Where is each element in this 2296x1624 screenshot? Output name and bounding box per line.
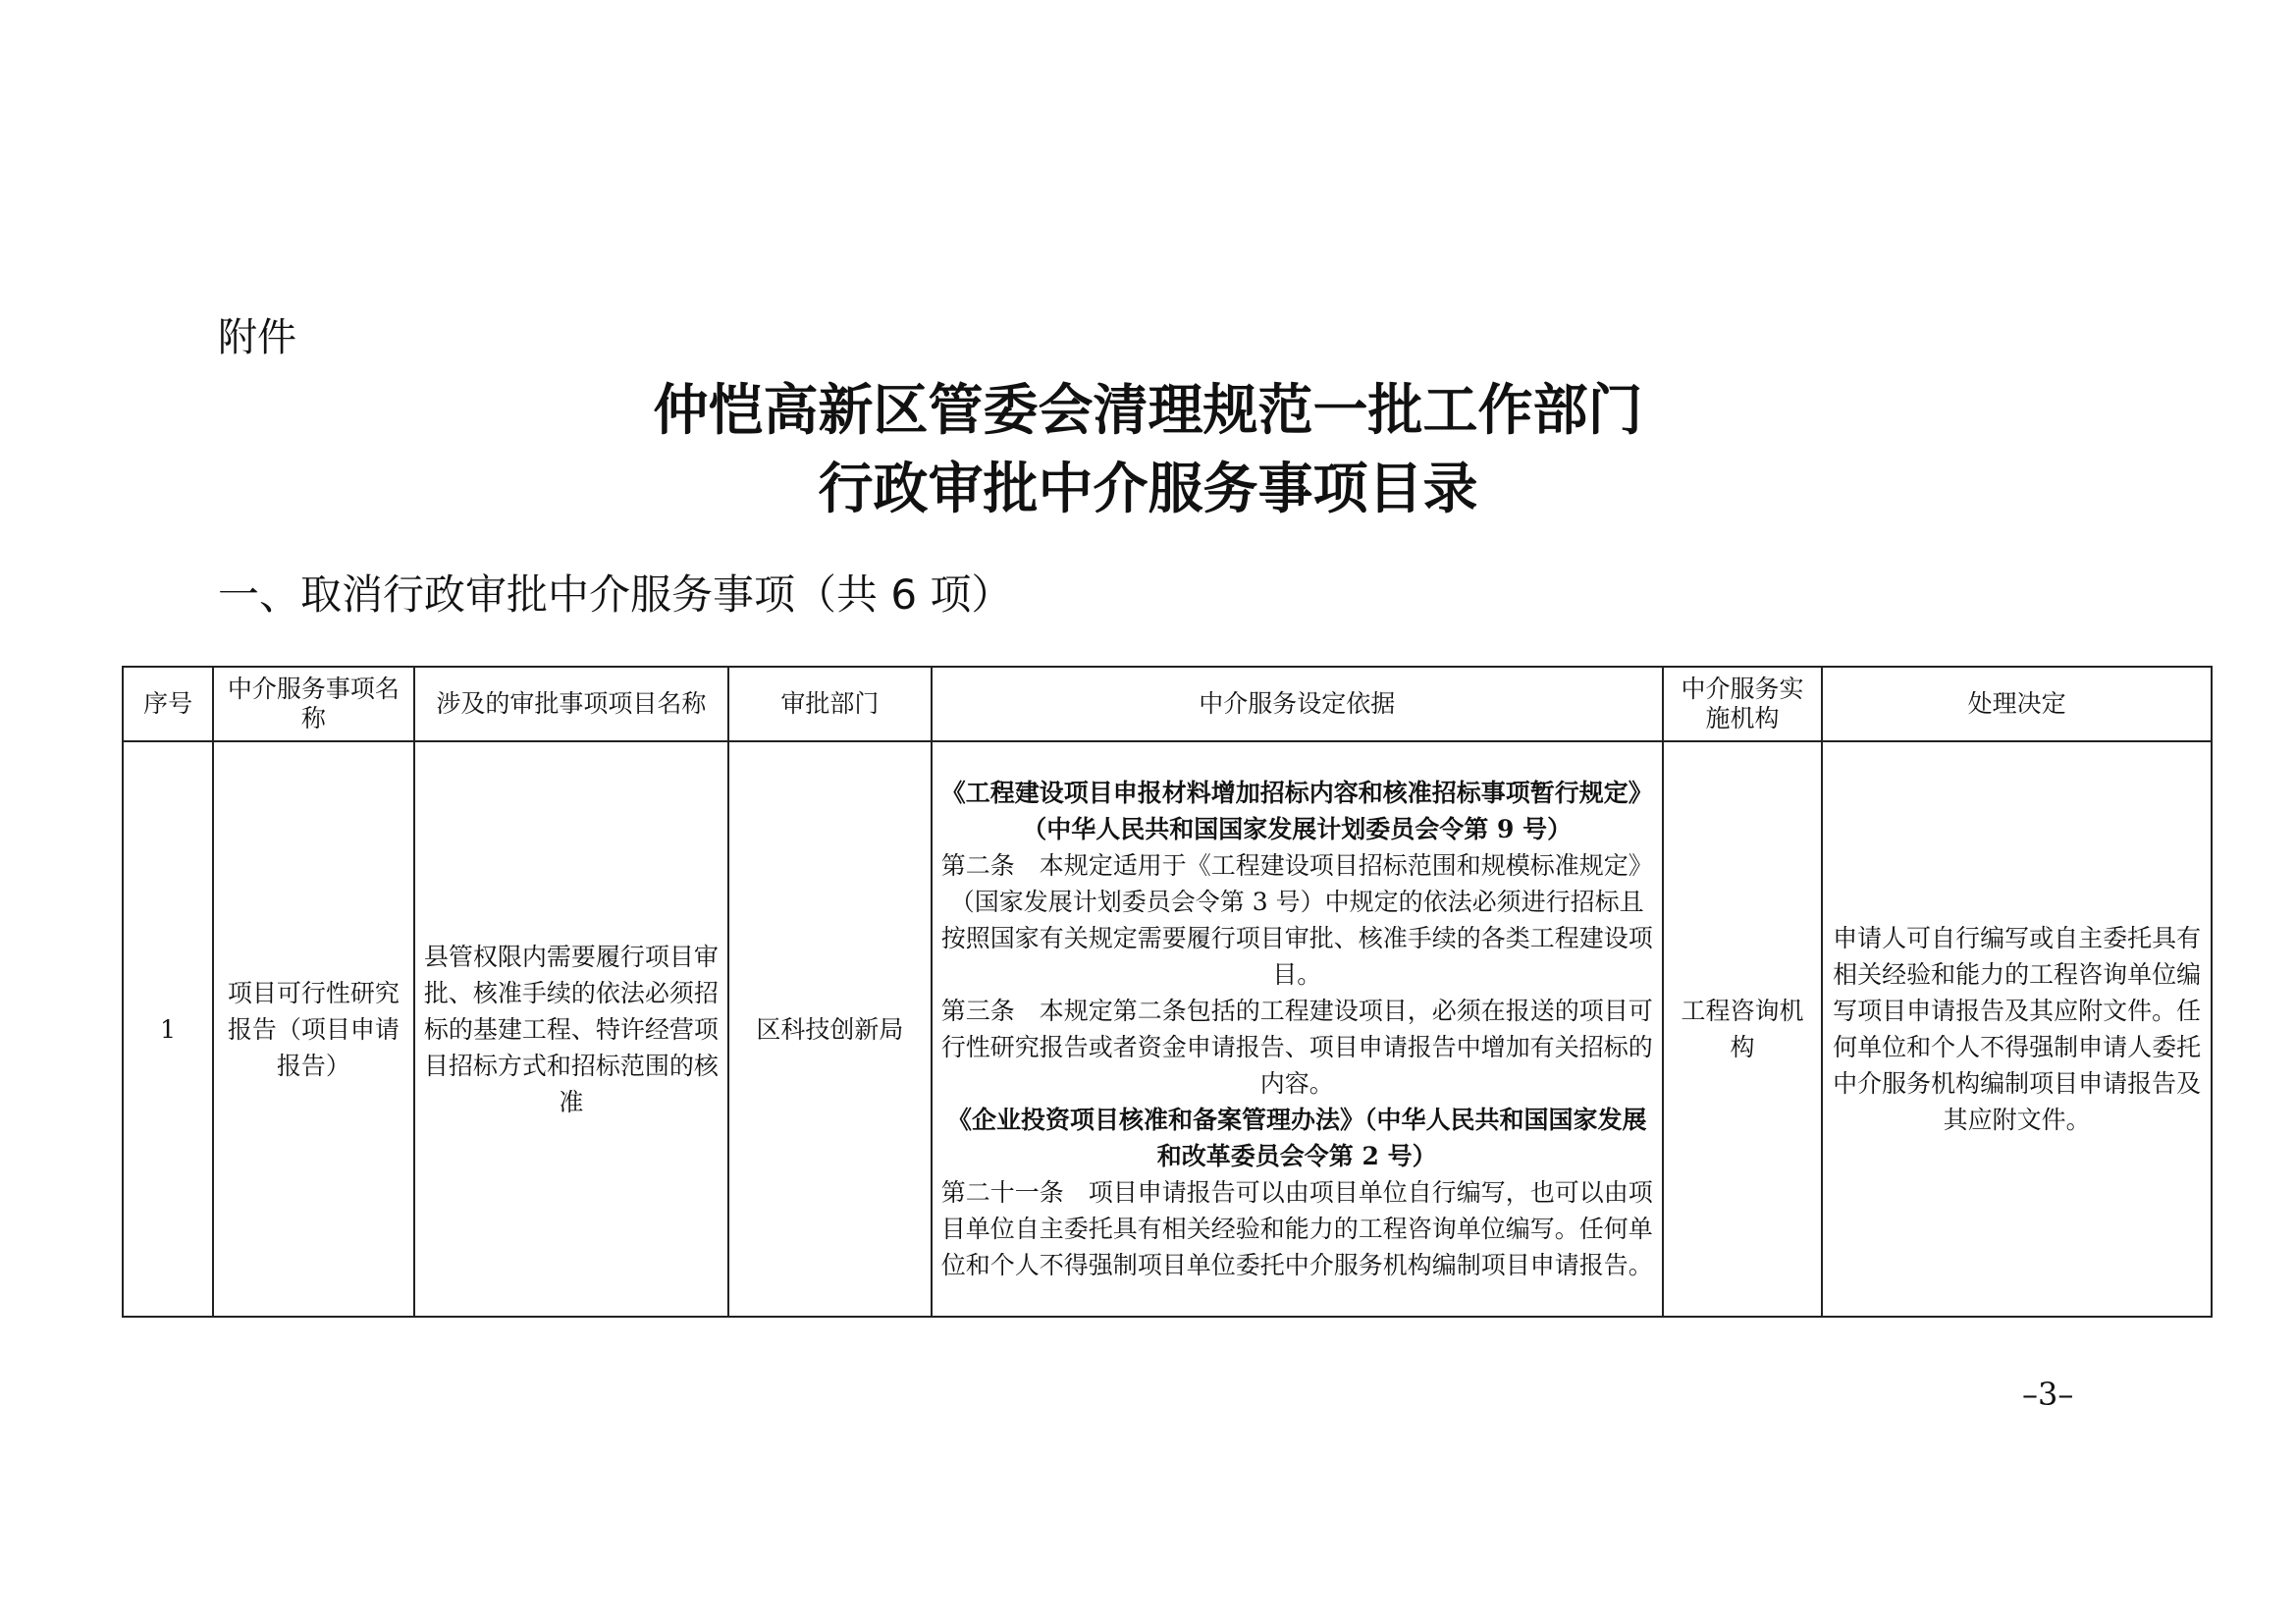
header-decision: 处理决定 — [1822, 667, 2212, 741]
cell-seq: 1 — [123, 741, 213, 1317]
cell-decision: 申请人可自行编写或自主委托具有相关经验和能力的工程咨询单位编写项目申请报告及其应附文件。任何单位和个人不得强制申请人委托中介服务机构编制项目申请报告及其应附文件。 — [1822, 741, 2212, 1317]
basis-law-1-title: 《工程建设项目申报材料增加招标内容和核准招标事项暂行规定》（中华人民共和国国家发展计划委员会令第 9 号） — [940, 779, 1653, 843]
section-heading: 一、取消行政审批中介服务事项（共 6 项） — [218, 570, 1013, 619]
basis-law-2-article-21: 第二十一条 项目申请报告可以由项目单位自行编写，也可以由项目单位自主委托具有相关经验和能力的工程咨询单位编写。任何单位和个人不得强制项目单位委托中介服务机构编制项目申请报告。 — [940, 1178, 1653, 1279]
header-agency: 中介服务实施机构 — [1663, 667, 1822, 741]
cell-department: 区科技创新局 — [728, 741, 931, 1317]
page-number: –3– — [2022, 1376, 2074, 1413]
document-title-line-2: 行政审批中介服务事项目录 — [818, 457, 1478, 521]
table-header-row — [123, 667, 2212, 741]
cell-basis — [932, 741, 1663, 1317]
service-items-table — [122, 666, 2213, 1318]
header-approval-item: 涉及的审批事项项目名称 — [414, 667, 729, 741]
basis-law-1-article-3: 第三条 本规定第二条包括的工程建设项目，必须在报送的项目可行性研究报告或者资金申请报告、项目申请报告中增加有关招标的内容。 — [940, 997, 1653, 1098]
attachment-label: 附件 — [218, 315, 296, 360]
basis-law-1-article-2: 第二条 本规定适用于《工程建设项目招标范围和规模标准规定》（国家发展计划委员会令第 3 号）中规定的依法必须进行招标且按照国家有关规定需要履行项目审批、核准手续的各类工程建设项目。 — [940, 851, 1653, 989]
header-service-name: 中介服务事项名称 — [213, 667, 413, 741]
basis-law-2-title: 《企业投资项目核准和备案管理办法》（中华人民共和国国家发展和改革委员会令第 2 号） — [946, 1106, 1647, 1170]
header-seq: 序号 — [123, 667, 213, 741]
header-department: 审批部门 — [728, 667, 931, 741]
header-basis: 中介服务设定依据 — [932, 667, 1663, 741]
cell-service-name: 项目可行性研究报告（项目申请报告） — [213, 741, 413, 1317]
cell-agency: 工程咨询机构 — [1663, 741, 1822, 1317]
cell-approval-item: 县管权限内需要履行项目审批、核准手续的依法必须招标的基建工程、特许经营项目招标方式和招标范围的核准 — [414, 741, 729, 1317]
table-row — [123, 741, 2212, 1317]
document-title-line-1: 仲恺高新区管委会清理规范一批工作部门 — [653, 378, 1643, 443]
